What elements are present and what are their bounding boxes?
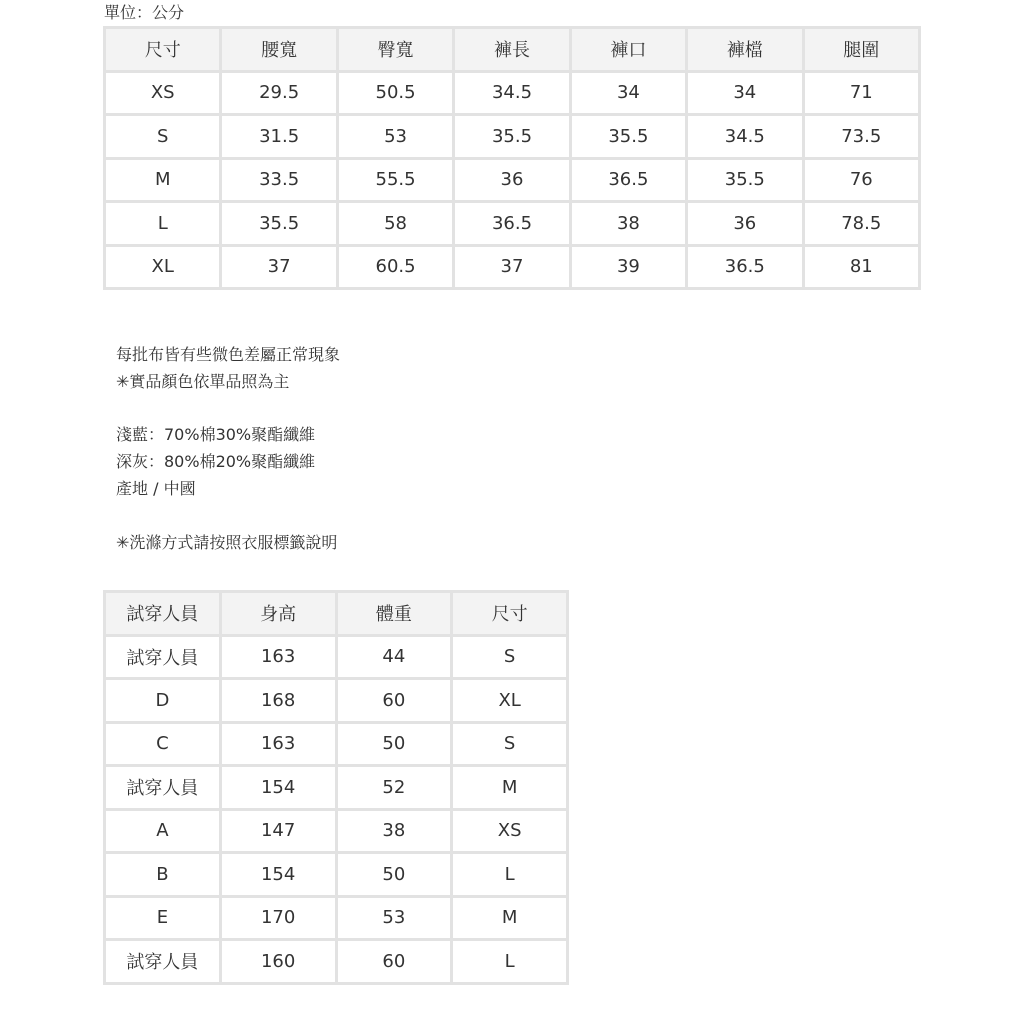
header-cell: 褲口 [570, 28, 686, 72]
note-line: 深灰：80%棉20%聚酯纖維 [116, 452, 316, 472]
table-cell: 38 [570, 202, 686, 246]
note-spacer [116, 396, 340, 423]
table-cell: 168 [220, 679, 336, 723]
table-cell: XS [452, 809, 568, 853]
table-row [105, 115, 920, 159]
model-fitting-table [103, 590, 569, 985]
table-cell: 73.5 [803, 115, 919, 159]
header-cell: 臀寬 [337, 28, 453, 72]
table-cell: 52 [336, 766, 452, 810]
table-cell: S [105, 115, 221, 159]
table-cell: 34.5 [687, 115, 803, 159]
table-row [105, 940, 568, 984]
table-row [105, 71, 920, 115]
table-cell: 35.5 [687, 158, 803, 202]
table-cell: M [452, 896, 568, 940]
table-row [105, 853, 568, 897]
table-cell: 36 [454, 158, 570, 202]
table-cell: 50 [336, 853, 452, 897]
table-cell: XL [452, 679, 568, 723]
table-cell: 163 [220, 635, 336, 679]
table-cell: 29.5 [221, 71, 337, 115]
product-notes [116, 342, 340, 556]
table-cell: A [105, 809, 221, 853]
note-line: 產地 / 中國 [116, 478, 196, 498]
table-cell: 37 [221, 245, 337, 289]
table-cell: 147 [220, 809, 336, 853]
header-cell: 褲檔 [687, 28, 803, 72]
header-cell: 褲長 [454, 28, 570, 72]
table-row [105, 158, 920, 202]
note-line: ✳實品顏色依單品照為主 [116, 371, 290, 391]
table-cell: 160 [220, 940, 336, 984]
table-cell: 37 [454, 245, 570, 289]
table-cell: 50 [336, 722, 452, 766]
table-cell: 71 [803, 71, 919, 115]
table-cell: 36.5 [570, 158, 686, 202]
table-cell: 38 [336, 809, 452, 853]
table-cell: XL [105, 245, 221, 289]
table-cell: 170 [220, 896, 336, 940]
table-row [105, 245, 920, 289]
header-cell: 腰寬 [221, 28, 337, 72]
table-header-row [105, 28, 920, 72]
table-cell: 31.5 [221, 115, 337, 159]
table-cell: C [105, 722, 221, 766]
table-cell: 36 [687, 202, 803, 246]
table-row [105, 766, 568, 810]
table-cell: 試穿人員 [105, 940, 221, 984]
note-line: 每批布皆有些微色差屬正常現象 [116, 345, 341, 364]
unit-label: 單位：公分 [104, 3, 185, 22]
table-cell: 58 [337, 202, 453, 246]
table-cell: 60 [336, 679, 452, 723]
table-cell: 34.5 [454, 71, 570, 115]
note-spacer [116, 503, 340, 530]
table-row [105, 635, 568, 679]
table-cell: 78.5 [803, 202, 919, 246]
table-cell: 81 [803, 245, 919, 289]
header-cell: 試穿人員 [105, 592, 221, 636]
table-cell: M [105, 158, 221, 202]
table-cell: 60.5 [337, 245, 453, 289]
table-cell: E [105, 896, 221, 940]
table-cell: 34 [570, 71, 686, 115]
table-cell: 35.5 [221, 202, 337, 246]
table-cell: M [452, 766, 568, 810]
table-header-row [105, 592, 568, 636]
size-chart-table [103, 26, 921, 290]
header-cell: 身高 [220, 592, 336, 636]
table-row [105, 896, 568, 940]
table-cell: 53 [337, 115, 453, 159]
table-cell: 35.5 [454, 115, 570, 159]
table-cell: 34 [687, 71, 803, 115]
note-line: 淺藍：70%棉30%聚酯纖維 [116, 425, 316, 445]
table-cell: 76 [803, 158, 919, 202]
table-cell: 44 [336, 635, 452, 679]
table-cell: 60 [336, 940, 452, 984]
header-cell: 尺寸 [105, 28, 221, 72]
table-cell: 154 [220, 766, 336, 810]
table-cell: B [105, 853, 221, 897]
table-cell: 154 [220, 853, 336, 897]
note-line: ✳洗滌方式請按照衣服標籤說明 [116, 532, 338, 552]
table-cell: 試穿人員 [105, 635, 221, 679]
table-cell: S [452, 635, 568, 679]
table-cell: 35.5 [570, 115, 686, 159]
table-cell: 163 [220, 722, 336, 766]
table-row [105, 202, 920, 246]
table-cell: 50.5 [337, 71, 453, 115]
table-cell: 試穿人員 [105, 766, 221, 810]
table-cell: 33.5 [221, 158, 337, 202]
header-cell: 尺寸 [452, 592, 568, 636]
table-row [105, 722, 568, 766]
table-cell: 36.5 [687, 245, 803, 289]
table-cell: 39 [570, 245, 686, 289]
table-cell: S [452, 722, 568, 766]
header-cell: 體重 [336, 592, 452, 636]
table-cell: XS [105, 71, 221, 115]
table-row [105, 809, 568, 853]
table-cell: L [105, 202, 221, 246]
table-cell: L [452, 853, 568, 897]
table-cell: 53 [336, 896, 452, 940]
table-row [105, 679, 568, 723]
table-cell: 55.5 [337, 158, 453, 202]
header-cell: 腿圍 [803, 28, 919, 72]
table-cell: 36.5 [454, 202, 570, 246]
table-cell: D [105, 679, 221, 723]
table-cell: L [452, 940, 568, 984]
